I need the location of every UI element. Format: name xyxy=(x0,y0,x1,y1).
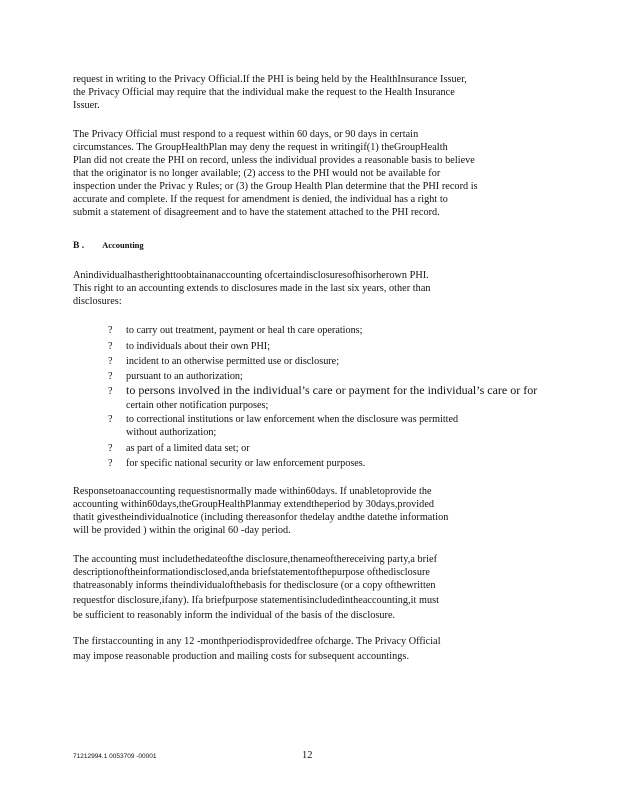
list-item-text: as part of a limited data set; or xyxy=(126,443,250,454)
list-item xyxy=(108,340,270,353)
text-line: thatreasonably informs theindividualofthebasis for thedisclosure (or a copy ofthewritten xyxy=(73,580,436,591)
text-line: circumstances. The GroupHealthPlan may deny the request in writingif(1) theGroupHealth xyxy=(73,142,448,153)
text-line: the Privacy Official may require that the individual make the request to the Health Insurance xyxy=(73,87,455,98)
list-item xyxy=(108,442,250,455)
list-item-continuation: without authorization; xyxy=(126,427,217,438)
text-line: request in writing to the Privacy Official.If the PHI is being held by the HealthInsurance Issuer, xyxy=(73,74,467,85)
bullet-mark: ? xyxy=(108,325,113,336)
list-item-text: incident to an otherwise permitted use or disclosure; xyxy=(126,356,340,367)
bullet-mark: ? xyxy=(108,386,113,397)
bullet-mark: ? xyxy=(108,458,113,469)
text-line: will be provided ) within the original 60 -day period. xyxy=(73,525,291,536)
section-letter: B . xyxy=(73,241,85,251)
text-line: descriptionoftheinformationdisclosed,anda briefstatementofthepurpose ofthedisclosure xyxy=(73,567,430,578)
bullet-mark: ? xyxy=(108,341,113,352)
bullet-mark: ? xyxy=(108,356,113,367)
text-line: The firstaccounting in any 12 -monthperiodisprovidedfree ofcharge. The Privacy Official xyxy=(73,636,441,647)
text-line: Responsetoanaccounting requestisnormally made within60days. If unabletoprovide the xyxy=(73,486,432,497)
list-item-text: to individuals about their own PHI; xyxy=(126,341,271,352)
list-item xyxy=(108,324,362,337)
page-number: 12 xyxy=(302,750,313,761)
list-item-text: pursuant to an authorization; xyxy=(126,371,243,382)
text-line: The Privacy Official must respond to a request within 60 days, or 90 days in certain xyxy=(73,129,419,140)
text-line: be sufficient to reasonably inform the individual of the basis of the disclosure. xyxy=(73,610,396,621)
bullet-mark: ? xyxy=(108,371,113,382)
bullet-mark: ? xyxy=(108,414,113,425)
list-item xyxy=(108,413,458,426)
list-item-text: to correctional institutions or law enforcement when the disclosure was permitted xyxy=(126,414,459,425)
text-line: This right to an accounting extends to disclosures made in the last six years, other than xyxy=(73,283,431,294)
list-item-text: to persons involved in the individual’s care or payment for the individual’s care or for xyxy=(126,383,538,397)
list-item-text: for specific national security or law enforcement purposes. xyxy=(126,458,366,469)
list-item xyxy=(108,355,339,368)
list-item-continuation: certain other notification purposes; xyxy=(126,400,269,411)
text-line: accurate and complete. If the request for amendment is denied, the individual has a right to xyxy=(73,194,448,205)
text-line: accounting within60days,theGroupHealthPlanmay extendtheperiod by 30days,provided xyxy=(73,499,435,510)
list-item-text: to carry out treatment, payment or heal th care operations; xyxy=(126,325,363,336)
text-line: Plan did not create the PHI on record, unless the individual provides a reasonable basis to believe xyxy=(73,155,475,166)
list-item xyxy=(108,457,365,470)
list-item xyxy=(108,370,243,383)
text-line: may impose reasonable production and mailing costs for subsequent accountings. xyxy=(73,651,410,662)
text-line: that the originator is no longer available; (2) access to the PHI would not be available for xyxy=(73,168,441,179)
section-heading xyxy=(73,240,144,251)
text-line: submit a statement of disagreement and to have the statement attached to the PHI record. xyxy=(73,207,440,218)
section-title: Accounting xyxy=(102,240,144,250)
text-line: thatit givestheindividualnotice (including thereasonfor thedelay andthe datethe information xyxy=(73,512,449,523)
bullet-mark: ? xyxy=(108,443,113,454)
text-line: inspection under the Privac y Rules; or (3) the Group Health Plan determine that the PHI record is xyxy=(73,181,478,192)
text-line: requestfor disclosure,ifany). Ifa briefpurpose statementisincludedintheaccounting,it must xyxy=(73,595,439,606)
list-item xyxy=(108,384,537,398)
text-line: Issuer. xyxy=(73,100,100,111)
text-line: The accounting must includethedateofthe disclosure,thenameofthereceiving party,a brief xyxy=(73,554,438,565)
text-line: Anindividualhastherighttoobtainanaccounting ofcertaindisclosuresofhisorherown PHI. xyxy=(73,270,429,281)
text-line: disclosures: xyxy=(73,296,122,307)
footer-document-id: 71212994.1 0053709 -00001 xyxy=(73,753,157,760)
